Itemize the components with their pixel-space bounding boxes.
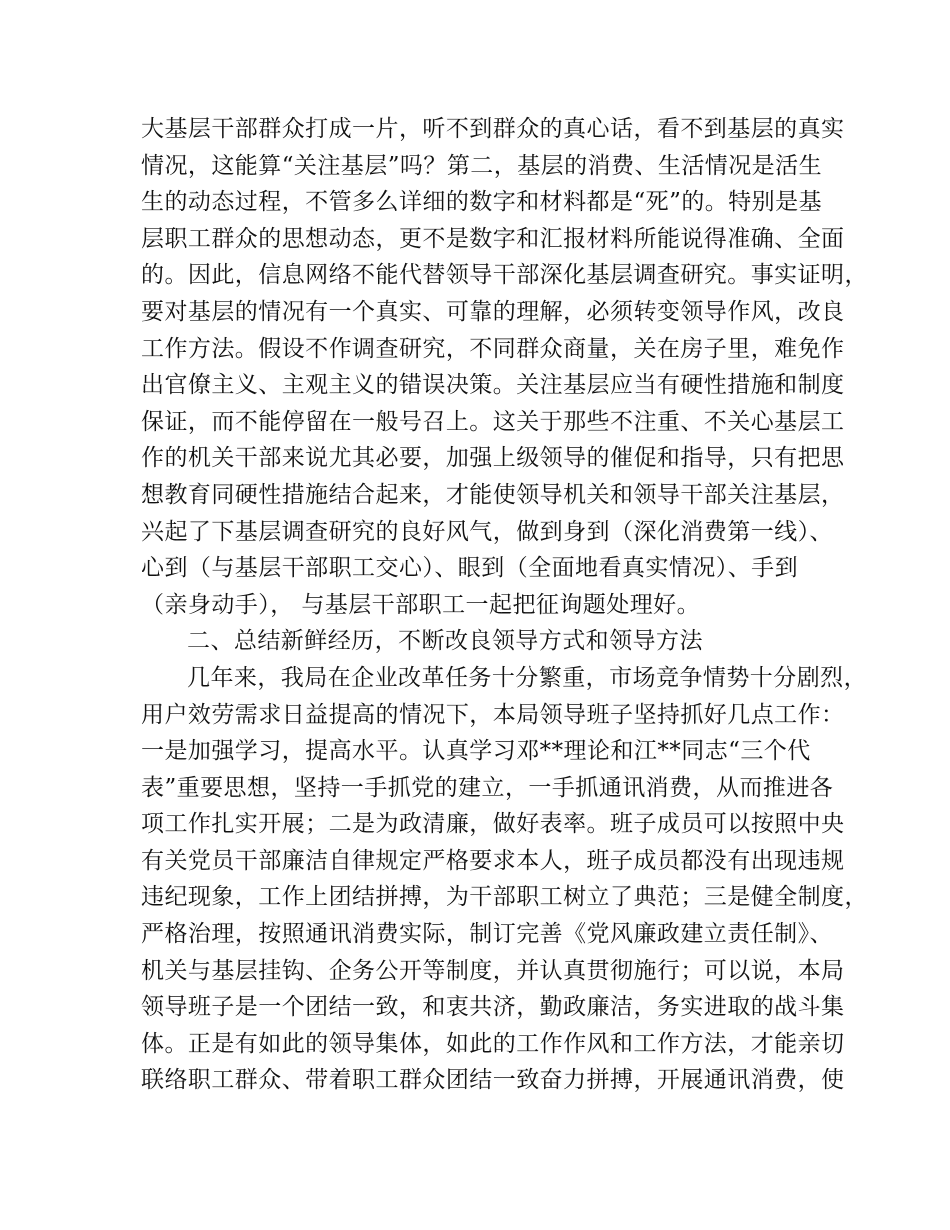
text-line: 大基层干部群众打成一片，听不到群众的真心话，看不到基层的真实 [141, 116, 845, 142]
text-line: 严格治理，按照通讯消费实际，制订完善《党风廉政建立责任制》、 [141, 921, 833, 948]
text-line: 生的动态过程，不管多么详细的数字和材料都是“死”的。特别是基 [141, 189, 823, 216]
text-line: 工作方法。假设不作调查研究，不同群众商量，关在房子里，难免作 [141, 335, 845, 362]
text-line: 兴起了下基层调查研究的良好风气，做到身到（深化消费第一线）、 [141, 518, 833, 545]
text-line: 想教育同硬性措施结合起来，才能使领导机关和领导干部关注基层， [141, 481, 845, 508]
text-line: 心到（与基层干部职工交心）、眼到（全面地看真实情况）、手到 [141, 555, 799, 582]
text-line: （亲身动手）， 与基层干部职工一起把征询题处理好。 [141, 591, 701, 618]
text-line: 用户效劳需求日益提高的情况下，本局领导班子坚持抓好几点工作： [141, 701, 845, 728]
text-line: 层职工群众的思想动态，更不是数字和汇报材料所能说得准确、全面 [141, 225, 845, 252]
text-line: 的。因此，信息网络不能代替领导干部深化基层调查研究。事实证明， [141, 262, 868, 289]
text-line: 表”重要思想，坚持一手抓党的建立，一手抓通讯消费，从而推进各 [141, 774, 834, 801]
text-line: 情况，这能算“关注基层”吗？第二，基层的消费、生活情况是活生 [141, 152, 823, 179]
text-line: 机关与基层挂钩、企务公开等制度，并认真贯彻施行；可以说，本局 [141, 957, 845, 984]
text-line: 出官僚主义、主观主义的错误决策。关注基层应当有硬性措施和制度 [141, 372, 845, 399]
text-line: 违纪现象，工作上团结拼搏，为干部职工树立了典范；三是健全制度， [141, 884, 868, 911]
text-line: 一是加强学习，提高水平。认真学习邓**理论和江**同志“三个代 [141, 738, 811, 765]
text-line: 保证，而不能停留在一般号召上。这关于那些不注重、不关心基层工 [141, 408, 845, 435]
text-line: 领导班子是一个团结一致，和衷共济，勤政廉洁，务实进取的战斗集 [141, 994, 845, 1021]
text-line: 有关党员干部廉洁自律规定严格要求本人，班子成员都没有出现违规 [141, 847, 845, 874]
text-line: 项工作扎实开展；二是为政清廉，做好表率。班子成员可以按照中央 [141, 811, 845, 838]
text-line: 体。正是有如此的领导集体，如此的工作作风和工作方法，才能亲切 [141, 1030, 845, 1057]
text-line: 联络职工群众、带着职工群众团结一致奋力拼搏，开展通讯消费，使 [141, 1067, 845, 1094]
text-line: 作的机关干部来说尤其必要，加强上级领导的催促和指导，只有把思 [141, 445, 845, 472]
text-line: 要对基层的情况有一个真实、可靠的理解，必须转变领导作风，改良 [141, 298, 845, 325]
section-heading: 二、总结新鲜经历，不断改良领导方式和领导方法 [187, 628, 703, 655]
body-text [141, 111, 868, 1099]
text-line: 几年来，我局在企业改革任务十分繁重，市场竞争情势十分剧烈， [187, 664, 868, 691]
